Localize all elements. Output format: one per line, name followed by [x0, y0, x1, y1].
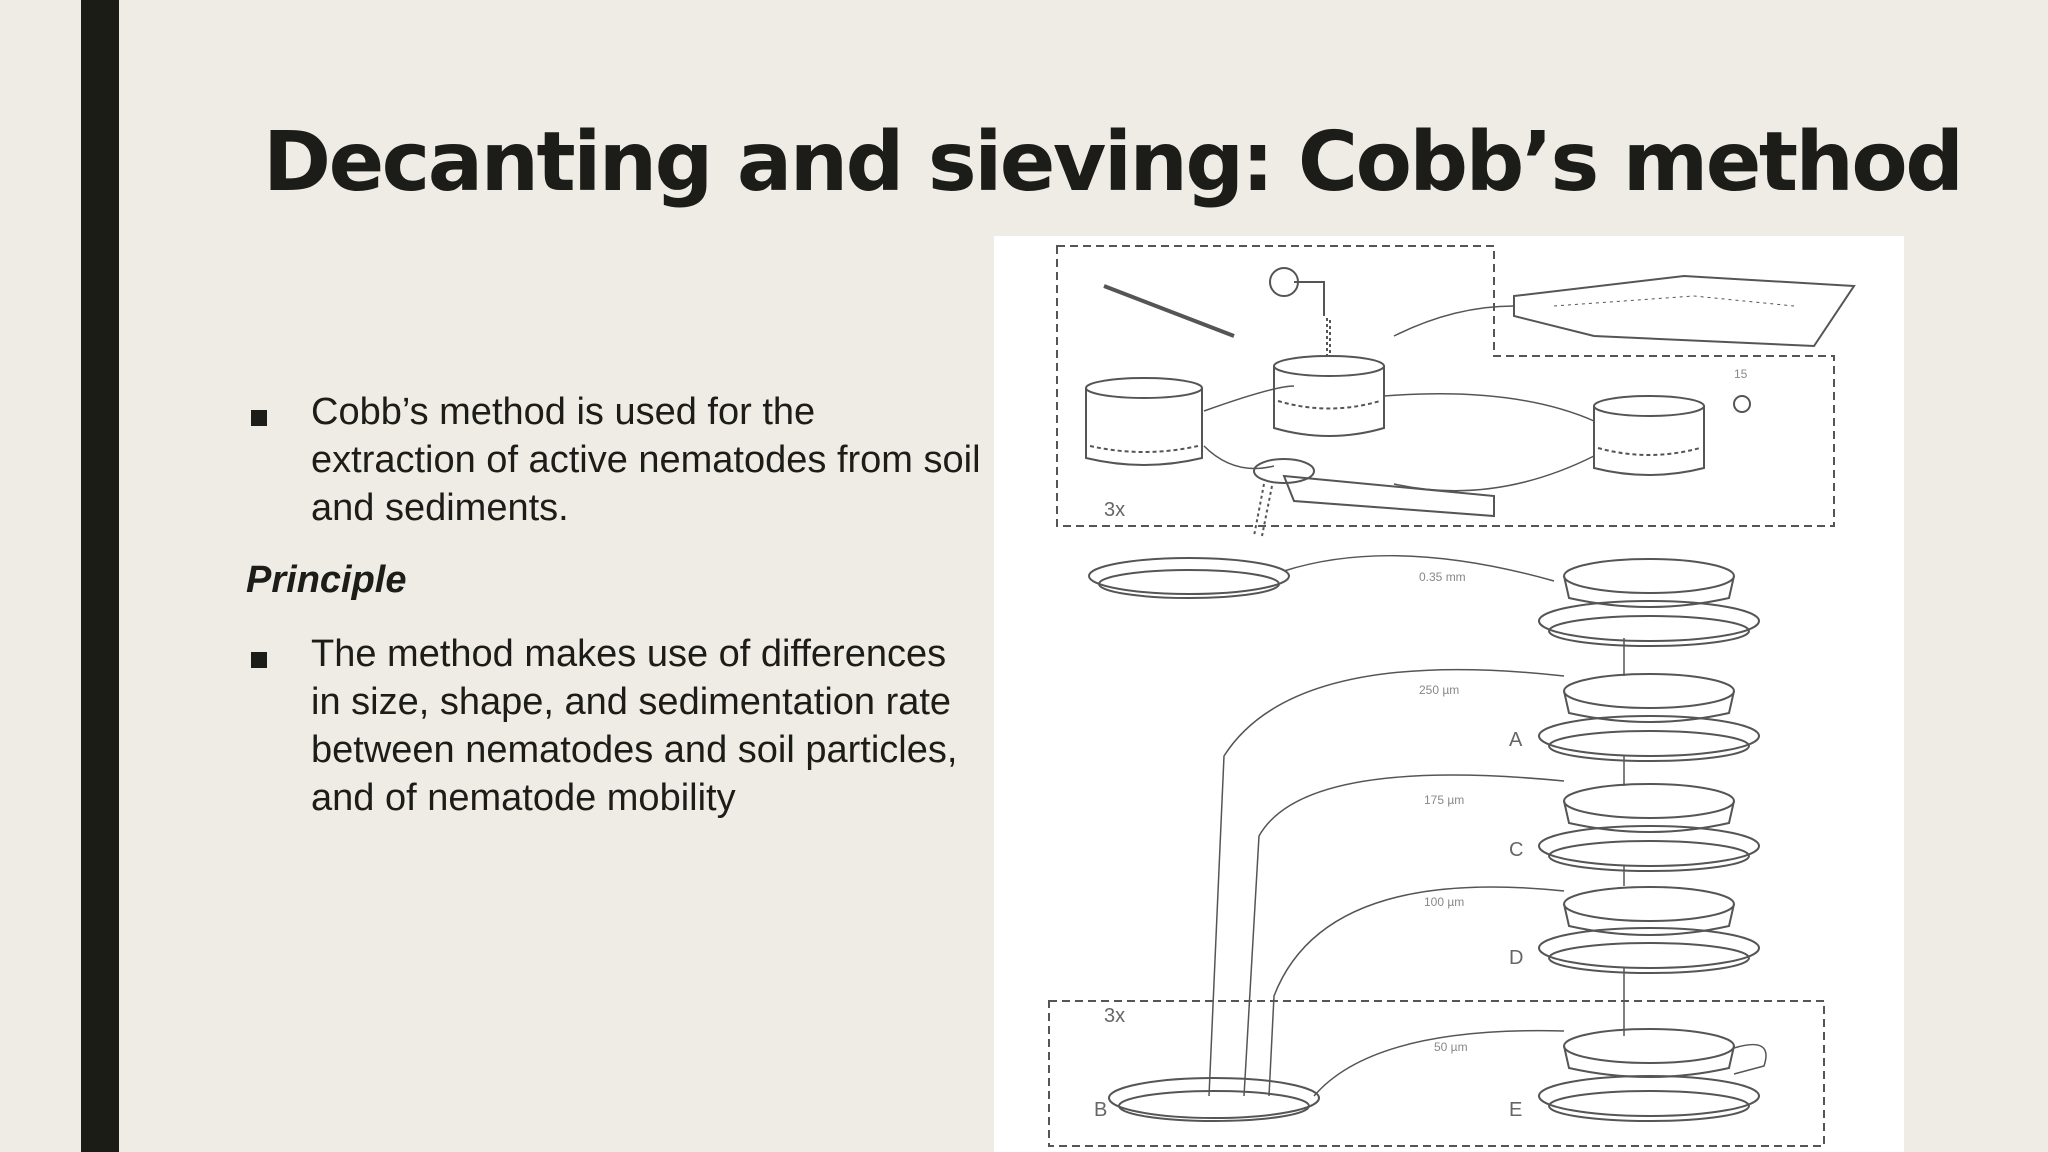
label-e: E [1509, 1099, 1523, 1121]
bullet-item [246, 388, 986, 532]
first-collection-dish [1089, 558, 1289, 598]
left-accent-bar [81, 0, 119, 1152]
pouring-beaker [1254, 459, 1494, 536]
slide-content [246, 388, 986, 822]
top-dashed-box [1057, 246, 1834, 526]
sieve-stack [1539, 559, 1759, 1036]
sieve-size-label: 0.35 mm [1419, 570, 1466, 584]
label-b: B [1094, 1099, 1108, 1121]
sieve-size-label: 175 µm [1424, 793, 1465, 807]
bullet-text: Cobb’s method is used for the extraction of active nematodes from soil and sediments. [311, 391, 981, 529]
top-box-label: 3x [1104, 499, 1126, 521]
bullet-text: The method makes use of differences in size, shape, and sedimentation rate between nematodes and soil particles, and of nematode mobility [311, 633, 958, 819]
square-bullet-icon [251, 410, 267, 426]
bottom-box-label: 3x [1104, 1005, 1126, 1027]
center-beaker [1274, 356, 1384, 436]
square-bullet-icon [251, 652, 267, 668]
label-d: D [1509, 947, 1524, 969]
final-sieve-e [1539, 1029, 1766, 1121]
timer-label: 15 [1734, 367, 1748, 381]
label-c: C [1509, 839, 1524, 861]
soil-sample-bag [1514, 276, 1854, 346]
sieve-size-label: 50 µm [1434, 1040, 1468, 1054]
tap-icon [1270, 268, 1298, 296]
slide-title: Decanting and sieving: Cobb’s method [263, 115, 1962, 210]
left-beaker [1086, 378, 1202, 465]
bottom-dashed-box [1049, 1001, 1824, 1146]
sieve-size-label: 250 µm [1419, 683, 1460, 697]
dish-b [1109, 1078, 1319, 1121]
timer-icon [1734, 396, 1750, 412]
sieve-size-label: 100 µm [1424, 895, 1465, 909]
label-a: A [1509, 729, 1523, 751]
principle-heading: Principle [246, 559, 407, 601]
bullet-item [246, 630, 986, 822]
right-beaker [1594, 396, 1704, 475]
stirring-rod [1104, 286, 1234, 336]
cobb-method-diagram [994, 236, 1904, 1152]
